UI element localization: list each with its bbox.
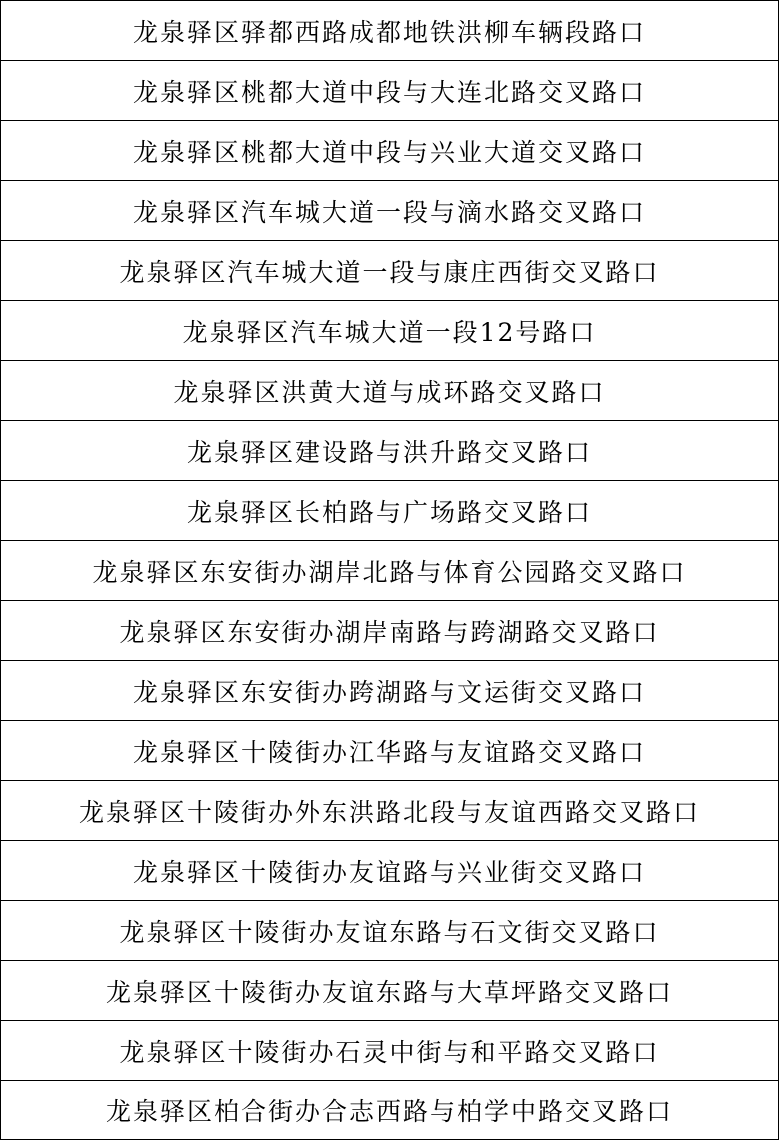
table-row [1, 601, 779, 661]
table-cell: 龙泉驿区十陵街办友谊东路与大草坪路交叉路口 [1, 961, 779, 1021]
table-row [1, 541, 779, 601]
table-cell: 龙泉驿区东安街办跨湖路与文运街交叉路口 [1, 661, 779, 721]
table-row [1, 1, 779, 61]
table-cell: 龙泉驿区东安街办湖岸北路与体育公园路交叉路口 [1, 541, 779, 601]
table-cell: 龙泉驿区柏合街办合志西路与柏学中路交叉路口 [1, 1081, 779, 1140]
table-cell: 龙泉驿区洪黄大道与成环路交叉路口 [1, 361, 779, 421]
table-cell: 龙泉驿区桃都大道中段与兴业大道交叉路口 [1, 121, 779, 181]
table-row [1, 241, 779, 301]
table-row [1, 1021, 779, 1081]
table-cell: 龙泉驿区东安街办湖岸南路与跨湖路交叉路口 [1, 601, 779, 661]
table-row [1, 781, 779, 841]
table-cell: 龙泉驿区十陵街办石灵中街与和平路交叉路口 [1, 1021, 779, 1081]
table-row [1, 901, 779, 961]
table-cell: 龙泉驿区十陵街办友谊东路与石文街交叉路口 [1, 901, 779, 961]
table-row [1, 61, 779, 121]
table-cell: 龙泉驿区十陵街办友谊路与兴业街交叉路口 [1, 841, 779, 901]
table-cell: 龙泉驿区汽车城大道一段与康庄西街交叉路口 [1, 241, 779, 301]
table-cell: 龙泉驿区长柏路与广场路交叉路口 [1, 481, 779, 541]
table-row [1, 1081, 779, 1140]
table-cell: 龙泉驿区十陵街办外东洪路北段与友谊西路交叉路口 [1, 781, 779, 841]
table-cell: 龙泉驿区十陵街办江华路与友谊路交叉路口 [1, 721, 779, 781]
table-cell: 龙泉驿区桃都大道中段与大连北路交叉路口 [1, 61, 779, 121]
table-row [1, 301, 779, 361]
table-row [1, 361, 779, 421]
table-row [1, 181, 779, 241]
table-row [1, 961, 779, 1021]
table-row [1, 661, 779, 721]
table-cell: 龙泉驿区汽车城大道一段与滴水路交叉路口 [1, 181, 779, 241]
table-row [1, 121, 779, 181]
table-cell: 龙泉驿区建设路与洪升路交叉路口 [1, 421, 779, 481]
table-cell: 龙泉驿区汽车城大道一段12号路口 [1, 301, 779, 361]
table-row [1, 721, 779, 781]
table-row [1, 841, 779, 901]
table-row [1, 421, 779, 481]
table-cell: 龙泉驿区驿都西路成都地铁洪柳车辆段路口 [1, 1, 779, 61]
table-row [1, 481, 779, 541]
